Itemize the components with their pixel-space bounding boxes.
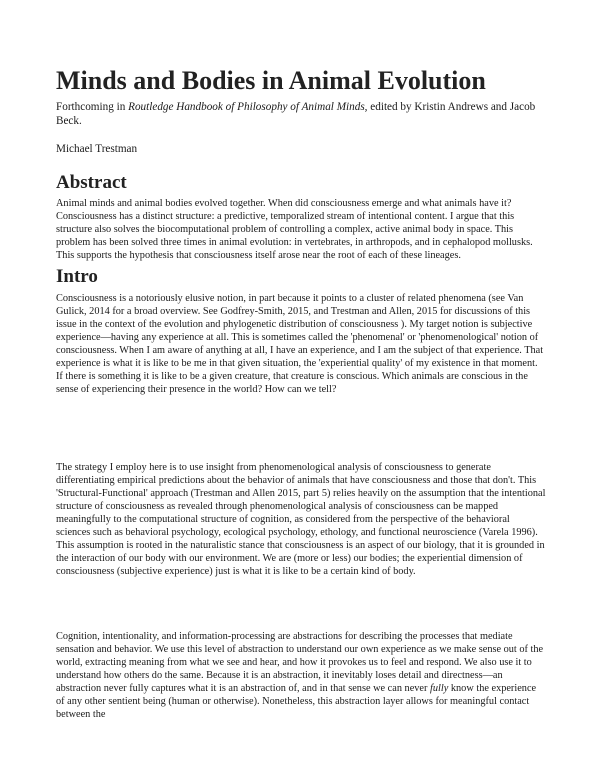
emphasis-fully: fully bbox=[430, 683, 449, 694]
publication-note bbox=[56, 100, 546, 128]
intro-paragraph-3 bbox=[56, 630, 546, 721]
document-title: Minds and Bodies in Animal Evolution bbox=[56, 66, 486, 95]
intro-paragraph-2: The strategy I employ here is to use insight from phenomenological analysis of consciousness to generate differentiating empirical predictions about the behavior of animals that have consciousness and those that don't. This 'Structural-Functional' approach (Trestman and Allen 2015, part 5) relies heavily on the assumption that the intentional structure of consciousness as revealed through phenomenological analysis of consciousness can be mapped meaningfully to the computational structure of cognition, as considered from the perspective of the behavioral sciences such as behavioral psychology, ecological psychology, ethology, and functional neuroscience (Varela 1996). This assumption is rooted in the naturalistic stance that consciousness is an aspect of our biology, that it is grounded in the interaction of our body with our environment. We are (more or less) our bodies; the experiential dimension of consciousness (subjective experience) just is what it is like to be a certain kind of body. bbox=[56, 462, 546, 577]
intro-p3-part-a: Cognition, intentionality, and information-processing are abstractions for describing the processes that mediate sensation and behavior. We use this level of abstraction to understand our own experience as we make sense out of the world, extracting meaning from what we see and hear, and how it provokes us to feel and respond. We also use it to understand how others do the same. Because it is an abstraction, it inevitably loses detail and directness—an abstraction never fully captures what it is an abstraction of, and in that sense we can never bbox=[56, 631, 544, 694]
intro-heading: Intro bbox=[56, 266, 98, 287]
intro-paragraph-1: Consciousness is a notoriously elusive notion, in part because it points to a cluster of related phenomena (see Van Gulick, 2014 for a broad overview. See Godfrey-Smith, 2015, and Trestman and Allen, 2015 for discussions of this issue in the context of the evolution and phylogenetic distribution of consciousness ). My target notion is subjective experience—having any experience at all. This is sometimes called the 'phenomenal' or 'phenomenological' notion of consciousness. When I am aware of anything at all, I have an experience, and I am the subject of that experience. That experience is what it is like to be me in that given situation, the 'experiential quality' of my existence in that moment. If there is something it is like to be a given creature, that creature is conscious. Which animals are conscious in the sense of experiencing their presence in the world? How can we tell? bbox=[56, 293, 544, 395]
intro-p3-part-b: know the experience of any other sentient being (human or otherwise). Nonetheless, this abstraction layer allows for meaningful contact between the bbox=[56, 683, 537, 720]
publication-prefix: Forthcoming in bbox=[56, 101, 129, 113]
author-name: Michael Trestman bbox=[56, 143, 138, 155]
book-title: Routledge Handbook of Philosophy of Animal Minds, bbox=[128, 101, 368, 113]
abstract-heading: Abstract bbox=[56, 172, 127, 193]
abstract-paragraph: Animal minds and animal bodies evolved together. When did consciousness emerge and what animals have it? Consciousness has a distinct structure: a predictive, temporalized stream of intentional content. I argue that this structure also solves the biocomputational problem of controlling a complex, active animal body in space. This problem has been solved three times in animal evolution: in vertebrates, in arthropods, and in cephalopod mollusks. This supports the hypothesis that consciousness itself arose near the root of each of these lineages. bbox=[56, 198, 533, 261]
publication-suffix: edited by Kristin Andrews and Jacob Beck. bbox=[56, 101, 536, 127]
